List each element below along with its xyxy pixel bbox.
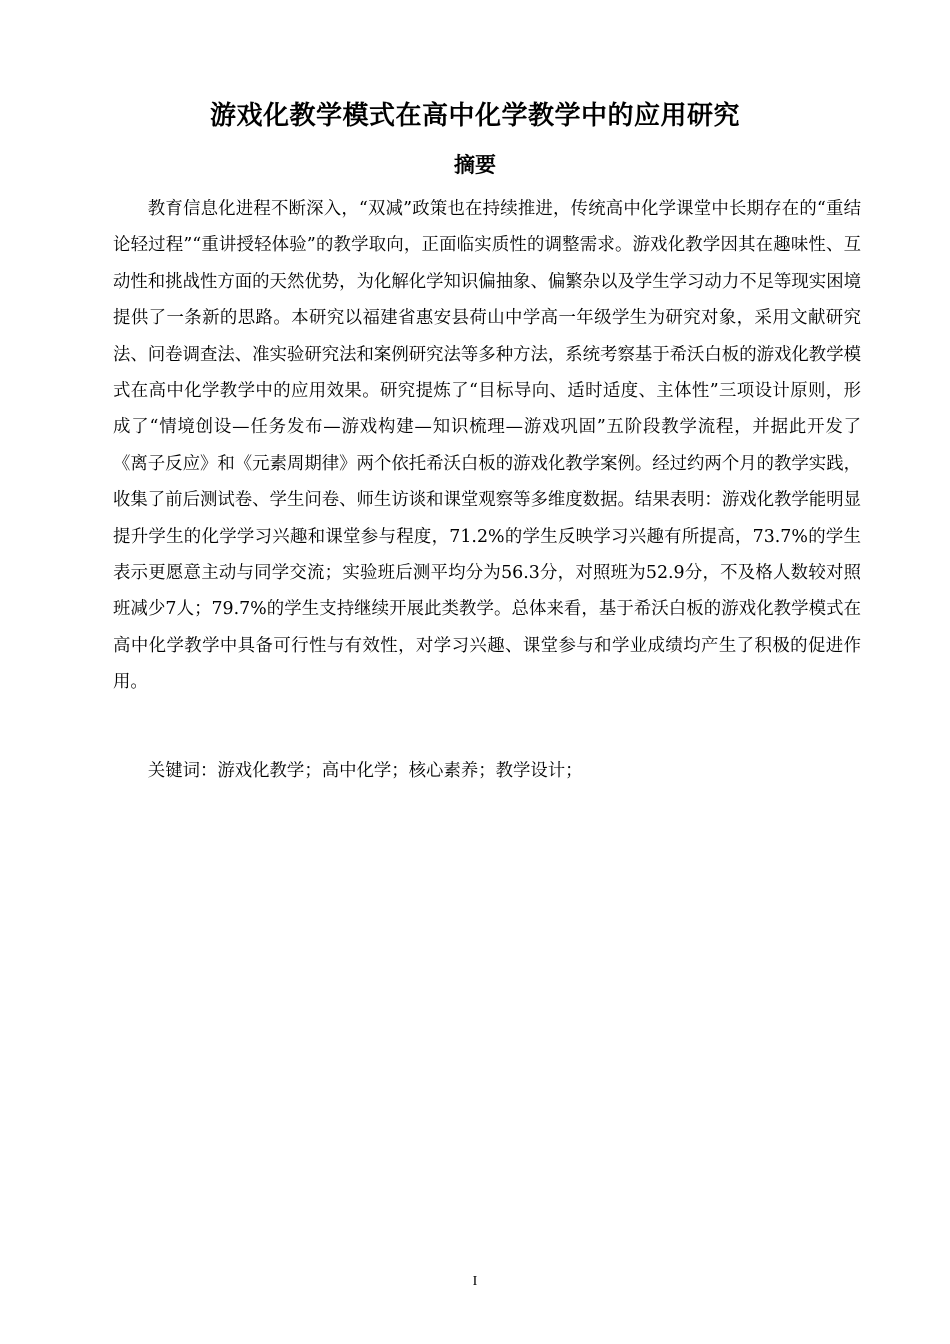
- abstract-heading: 摘要: [454, 153, 496, 177]
- page-number: I: [472, 1274, 478, 1289]
- abstract-paragraph: 教育信息化进程不断深入，“双减”政策也在持续推进，传统高中化学课堂中长期存在的“重结论轻过程”“重讲授轻体验”的教学取向，正面临实质性的调整需求。游戏化教学因其在趣味性、互动性和挑战性方面的天然优势，为化解化学知识偏抽象、偏繁杂以及学生学习动力不足等现实困境提供了一条新的思路。本研究以福建省惠安县荷山中学高一年级学生为研究对象，采用文献研究法、问卷调查法、准实验研究法和案例研究法等多种方法，系统考察基于希沃白板的游戏化教学模式在高中化学教学中的应用效果。研究提炼了“目标导向、适时适度、主体性”三项设计原则，形成了“情境创设—任务发布—游戏构建—知识梳理—游戏巩固”五阶段教学流程，并据此开发了《离子反应》和《元素周期律》两个依托希沃白板的游戏化教学案例。经过约两个月的教学实践，收集了前后测试卷、学生问卷、师生访谈和课堂观察等多维度数据。结果表明：游戏化教学能明显提升学生的化学学习兴趣和课堂参与程度，71.2%的学生反映学习兴趣有所提高，73.7%的学生表示更愿意主动与同学交流；实验班后测平均分为56.3分，对照班为52.9分，不及格人数较对照班减少7人；79.7%的学生支持继续开展此类教学。总体来看，基于希沃白板的游戏化教学模式在高中化学教学中具备可行性与有效性，对学习兴趣、课堂参与和学业成绩均产生了积极的促进作用。: [113, 199, 861, 693]
- keywords-line: 关键词：游戏化教学；高中化学；核心素养；教学设计；: [147, 761, 583, 781]
- document-title: 游戏化教学模式在高中化学教学中的应用研究: [209, 101, 740, 131]
